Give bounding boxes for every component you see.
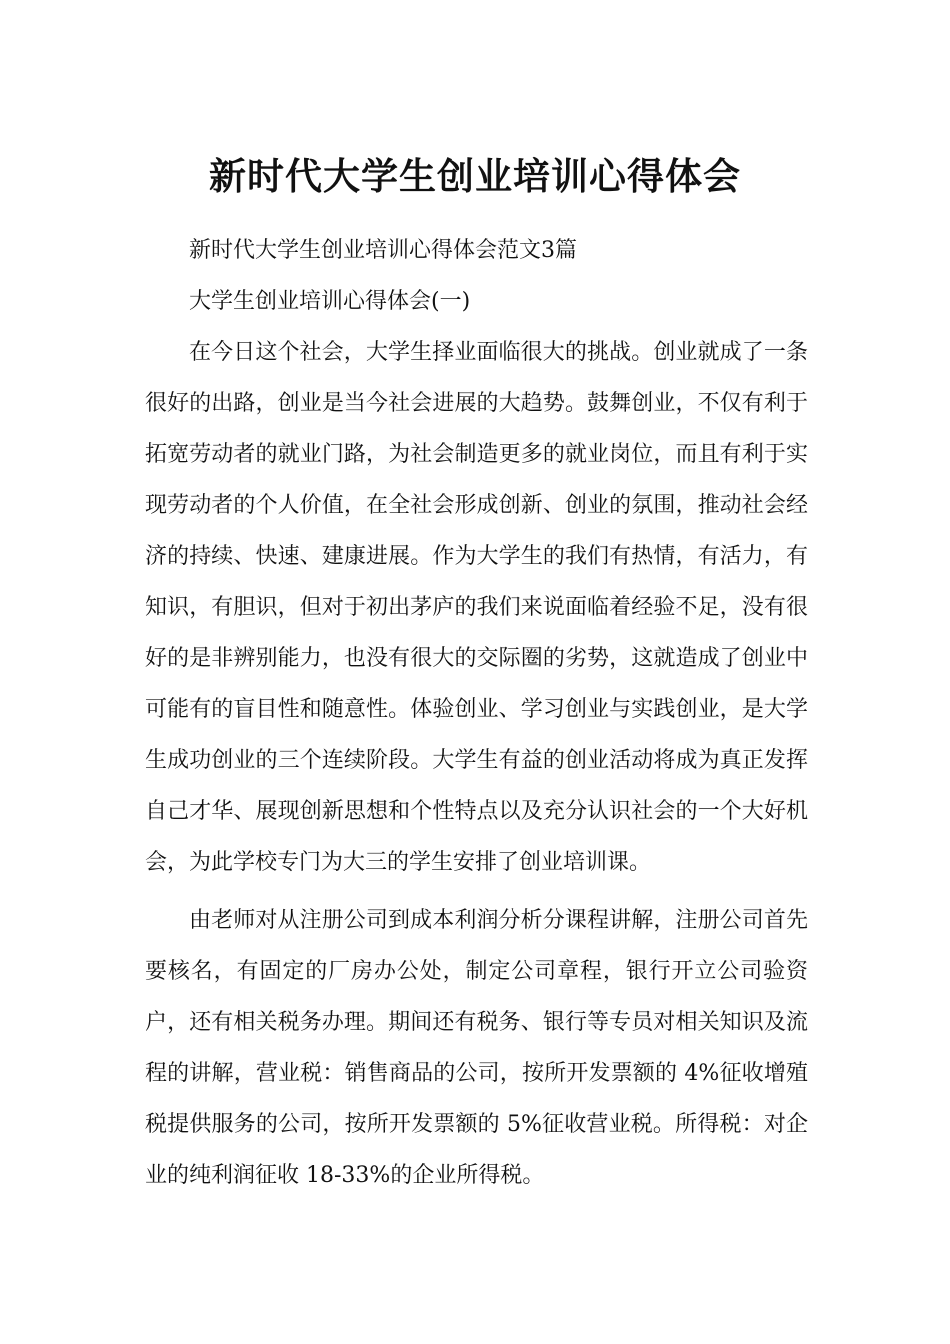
body-paragraph: 在今日这个社会，大学生择业面临很大的挑战。创业就成了一条很好的出路，创业是当今社会进展的大趋势。鼓舞创业，不仅有利于拓宽劳动者的就业门路，为社会制造更多的就业岗位，而且有利于实现劳动者的个人价值，在全社会形成创新、创业的氛围，推动社会经济的持续、快速、建康进展。作为大学生的我们有热情，有活力，有知识，有胆识，但对于初出茅庐的我们来说面临着经验不足，没有很好的是非辨别能力，也没有很大的交际圈的劣势，这就造成了创业中可能有的盲目性和随意性。体验创业、学习创业与实践创业，是大学生成功创业的三个连续阶段。大学生有益的创业活动将成为真正发挥自己才华、展现创新思想和个性特点以及充分认识社会的一个大好机会，为此学校专门为大三的学生安排了创业培训课。 xyxy=(145,340,808,875)
subtitle-paragraph: 新时代大学生创业培训心得体会范文3篇 xyxy=(189,238,577,263)
body-paragraph: 由老师对从注册公司到成本利润分析分课程讲解，注册公司首先要核名，有固定的厂房办公处，制定公司章程，银行开立公司验资户，还有相关税务办理。期间还有税务、银行等专员对相关知识及流程的讲解，营业税：销售商品的公司，按所开发票额的 4%征收增殖税提供服务的公司，按所开发票额的 5%征收营业税。所得税：对企业的纯利润征收 18-33%的企业所得税。 xyxy=(145,908,808,1188)
document-body xyxy=(145,225,808,1201)
section-heading: 大学生创业培训心得体会(一) xyxy=(189,289,471,314)
document-title: 新时代大学生创业培训心得体会 xyxy=(209,154,741,198)
